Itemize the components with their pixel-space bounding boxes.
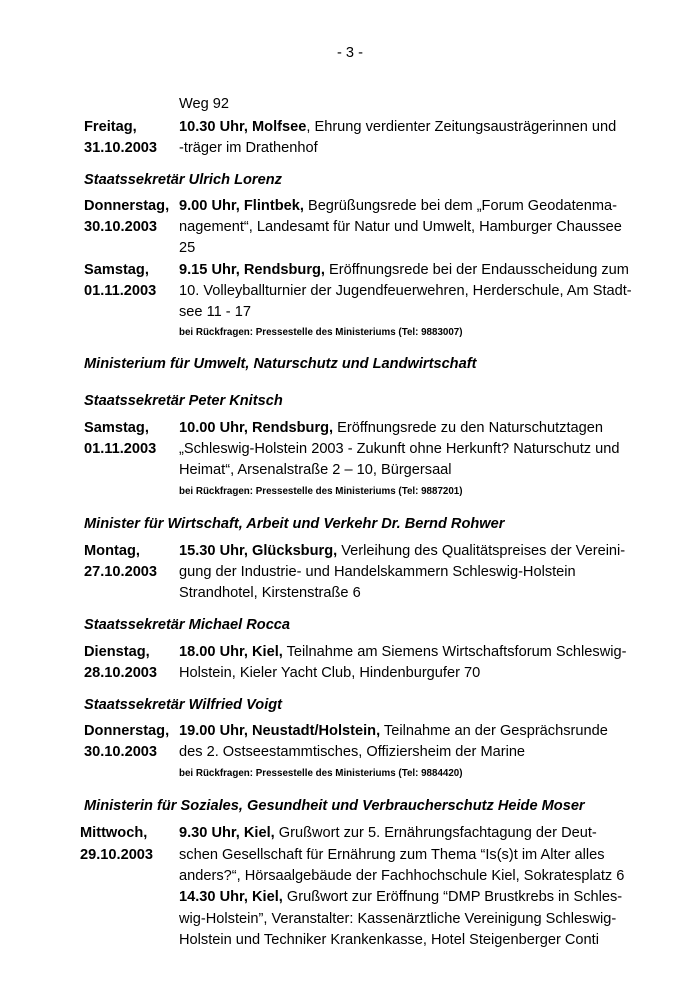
event-text: Grußwort zur 5. Ernährungsfachtagung der Deut-: [274, 825, 597, 841]
event-text: Teilnahme am Siemens Wirtschaftsforum Schleswig-: [282, 644, 627, 660]
event-time-place: 15.30 Uhr, Glücksburg,: [179, 543, 338, 559]
event-line: Strandhotel, Kirstenstraße 6: [179, 585, 361, 601]
event-line: „Schleswig-Holstein 2003 - Zukunft ohne Herkunft? Naturschutz und: [179, 441, 620, 457]
event-line: Holstein, Kieler Yacht Club, Hindenburgufer 70: [179, 665, 481, 681]
event-line: Heimat“, Arsenalstraße 2 – 10, Bürgersaal: [179, 462, 452, 478]
event-time-place: 10.00 Uhr, Rendsburg,: [179, 420, 334, 436]
contact-note: bei Rückfragen: Pressestelle des Ministeriums (Tel: 9887201): [179, 486, 463, 497]
event-time-place: 9.30 Uhr, Kiel,: [179, 825, 275, 841]
event-line: [179, 888, 622, 906]
event-line: [179, 722, 608, 740]
text-line: Weg 92: [179, 96, 230, 112]
event-day: Samstag,: [84, 420, 149, 436]
section-heading: Staatssekretär Peter Knitsch: [84, 393, 283, 409]
event-day: Donnerstag,: [84, 723, 170, 739]
event-line: 25: [179, 240, 196, 256]
section-heading: Staatssekretär Wilfried Voigt: [84, 697, 283, 713]
event-time-place: 9.15 Uhr, Rendsburg,: [179, 262, 325, 278]
event-day: Dienstag,: [84, 644, 150, 660]
event-line: Holstein und Techniker Krankenkasse, Hotel Steigenberger Conti: [179, 932, 599, 948]
section-heading: Ministerium für Umwelt, Naturschutz und Landwirtschaft: [84, 356, 477, 372]
event-text: Eröffnungsrede zu den Naturschutztagen: [333, 420, 603, 436]
event-line: see 11 - 17: [179, 304, 251, 320]
page-number: - 3 -: [337, 45, 363, 61]
contact-note: bei Rückfragen: Pressestelle des Ministeriums (Tel: 9883007): [179, 327, 463, 338]
event-line: [179, 643, 626, 661]
event-date: 28.10.2003: [84, 665, 158, 681]
section-heading: Staatssekretär Ulrich Lorenz: [84, 172, 282, 188]
event-text: , Ehrung verdienter Zeitungsausträgerinnen und: [306, 119, 617, 135]
event-line: gung der Industrie- und Handelskammern Schleswig-Holstein: [179, 564, 576, 580]
event-time-place: 9.00 Uhr, Flintbek,: [179, 198, 304, 214]
event-date: 29.10.2003: [80, 847, 154, 863]
event-line: schen Gesellschaft für Ernährung zum Thema “Is(s)t im Alter alles: [179, 847, 605, 863]
event-line: anders?“, Hörsaalgebäude der Fachhochschule Kiel, Sokratesplatz 6: [179, 868, 625, 884]
event-line: des 2. Ostseestammtisches, Offiziersheim der Marine: [179, 744, 526, 760]
event-day: Donnerstag,: [84, 198, 170, 214]
event-date: 27.10.2003: [84, 564, 158, 580]
event-day: Freitag,: [84, 119, 137, 135]
event-line: wig-Holstein”, Veranstalter: Kassenärztliche Vereinigung Schleswig-: [179, 911, 617, 927]
event-text: Teilnahme an der Gesprächsrunde: [380, 723, 608, 739]
event-time-place: 10.30 Uhr, Molfsee: [179, 119, 307, 135]
event-time-place: 14.30 Uhr, Kiel,: [179, 889, 283, 905]
section-heading: Staatssekretär Michael Rocca: [84, 617, 291, 633]
event-day: Mittwoch,: [80, 825, 148, 841]
event-line: [179, 197, 617, 215]
event-line: 10. Volleyballturnier der Jugendfeuerwehren, Herderschule, Am Stadt-: [179, 283, 632, 299]
event-date: 30.10.2003: [84, 744, 158, 760]
event-text: Eröffnungsrede bei der Endausscheidung zum: [324, 262, 629, 278]
event-text: Begrüßungsrede bei dem „Forum Geodatenma-: [303, 198, 618, 214]
event-date: 01.11.2003: [84, 283, 157, 299]
event-line: -träger im Drathenhof: [179, 140, 318, 156]
event-date: 30.10.2003: [84, 219, 158, 235]
event-line: [179, 824, 597, 842]
event-line: nagement“, Landesamt für Natur und Umwelt, Hamburger Chaussee: [179, 219, 622, 235]
event-text: Verleihung des Qualitätspreises der Vereini-: [337, 543, 626, 559]
section-heading: Ministerin für Soziales, Gesundheit und Verbraucherschutz Heide Moser: [84, 798, 585, 814]
event-line: [179, 542, 625, 560]
event-line: [179, 419, 603, 437]
event-line: [179, 261, 629, 279]
event-date: 31.10.2003: [84, 140, 158, 156]
event-date: 01.11.2003: [84, 441, 157, 457]
event-line: [179, 118, 616, 136]
event-day: Samstag,: [84, 262, 149, 278]
contact-note: bei Rückfragen: Pressestelle des Ministeriums (Tel: 9884420): [179, 768, 463, 779]
event-time-place: 18.00 Uhr, Kiel,: [179, 644, 283, 660]
event-time-place: 19.00 Uhr, Neustadt/Holstein,: [179, 723, 381, 739]
event-text: Grußwort zur Eröffnung “DMP Brustkrebs in Schles-: [282, 889, 623, 905]
event-day: Montag,: [84, 543, 140, 559]
section-heading: Minister für Wirtschaft, Arbeit und Verkehr Dr. Bernd Rohwer: [84, 516, 505, 532]
